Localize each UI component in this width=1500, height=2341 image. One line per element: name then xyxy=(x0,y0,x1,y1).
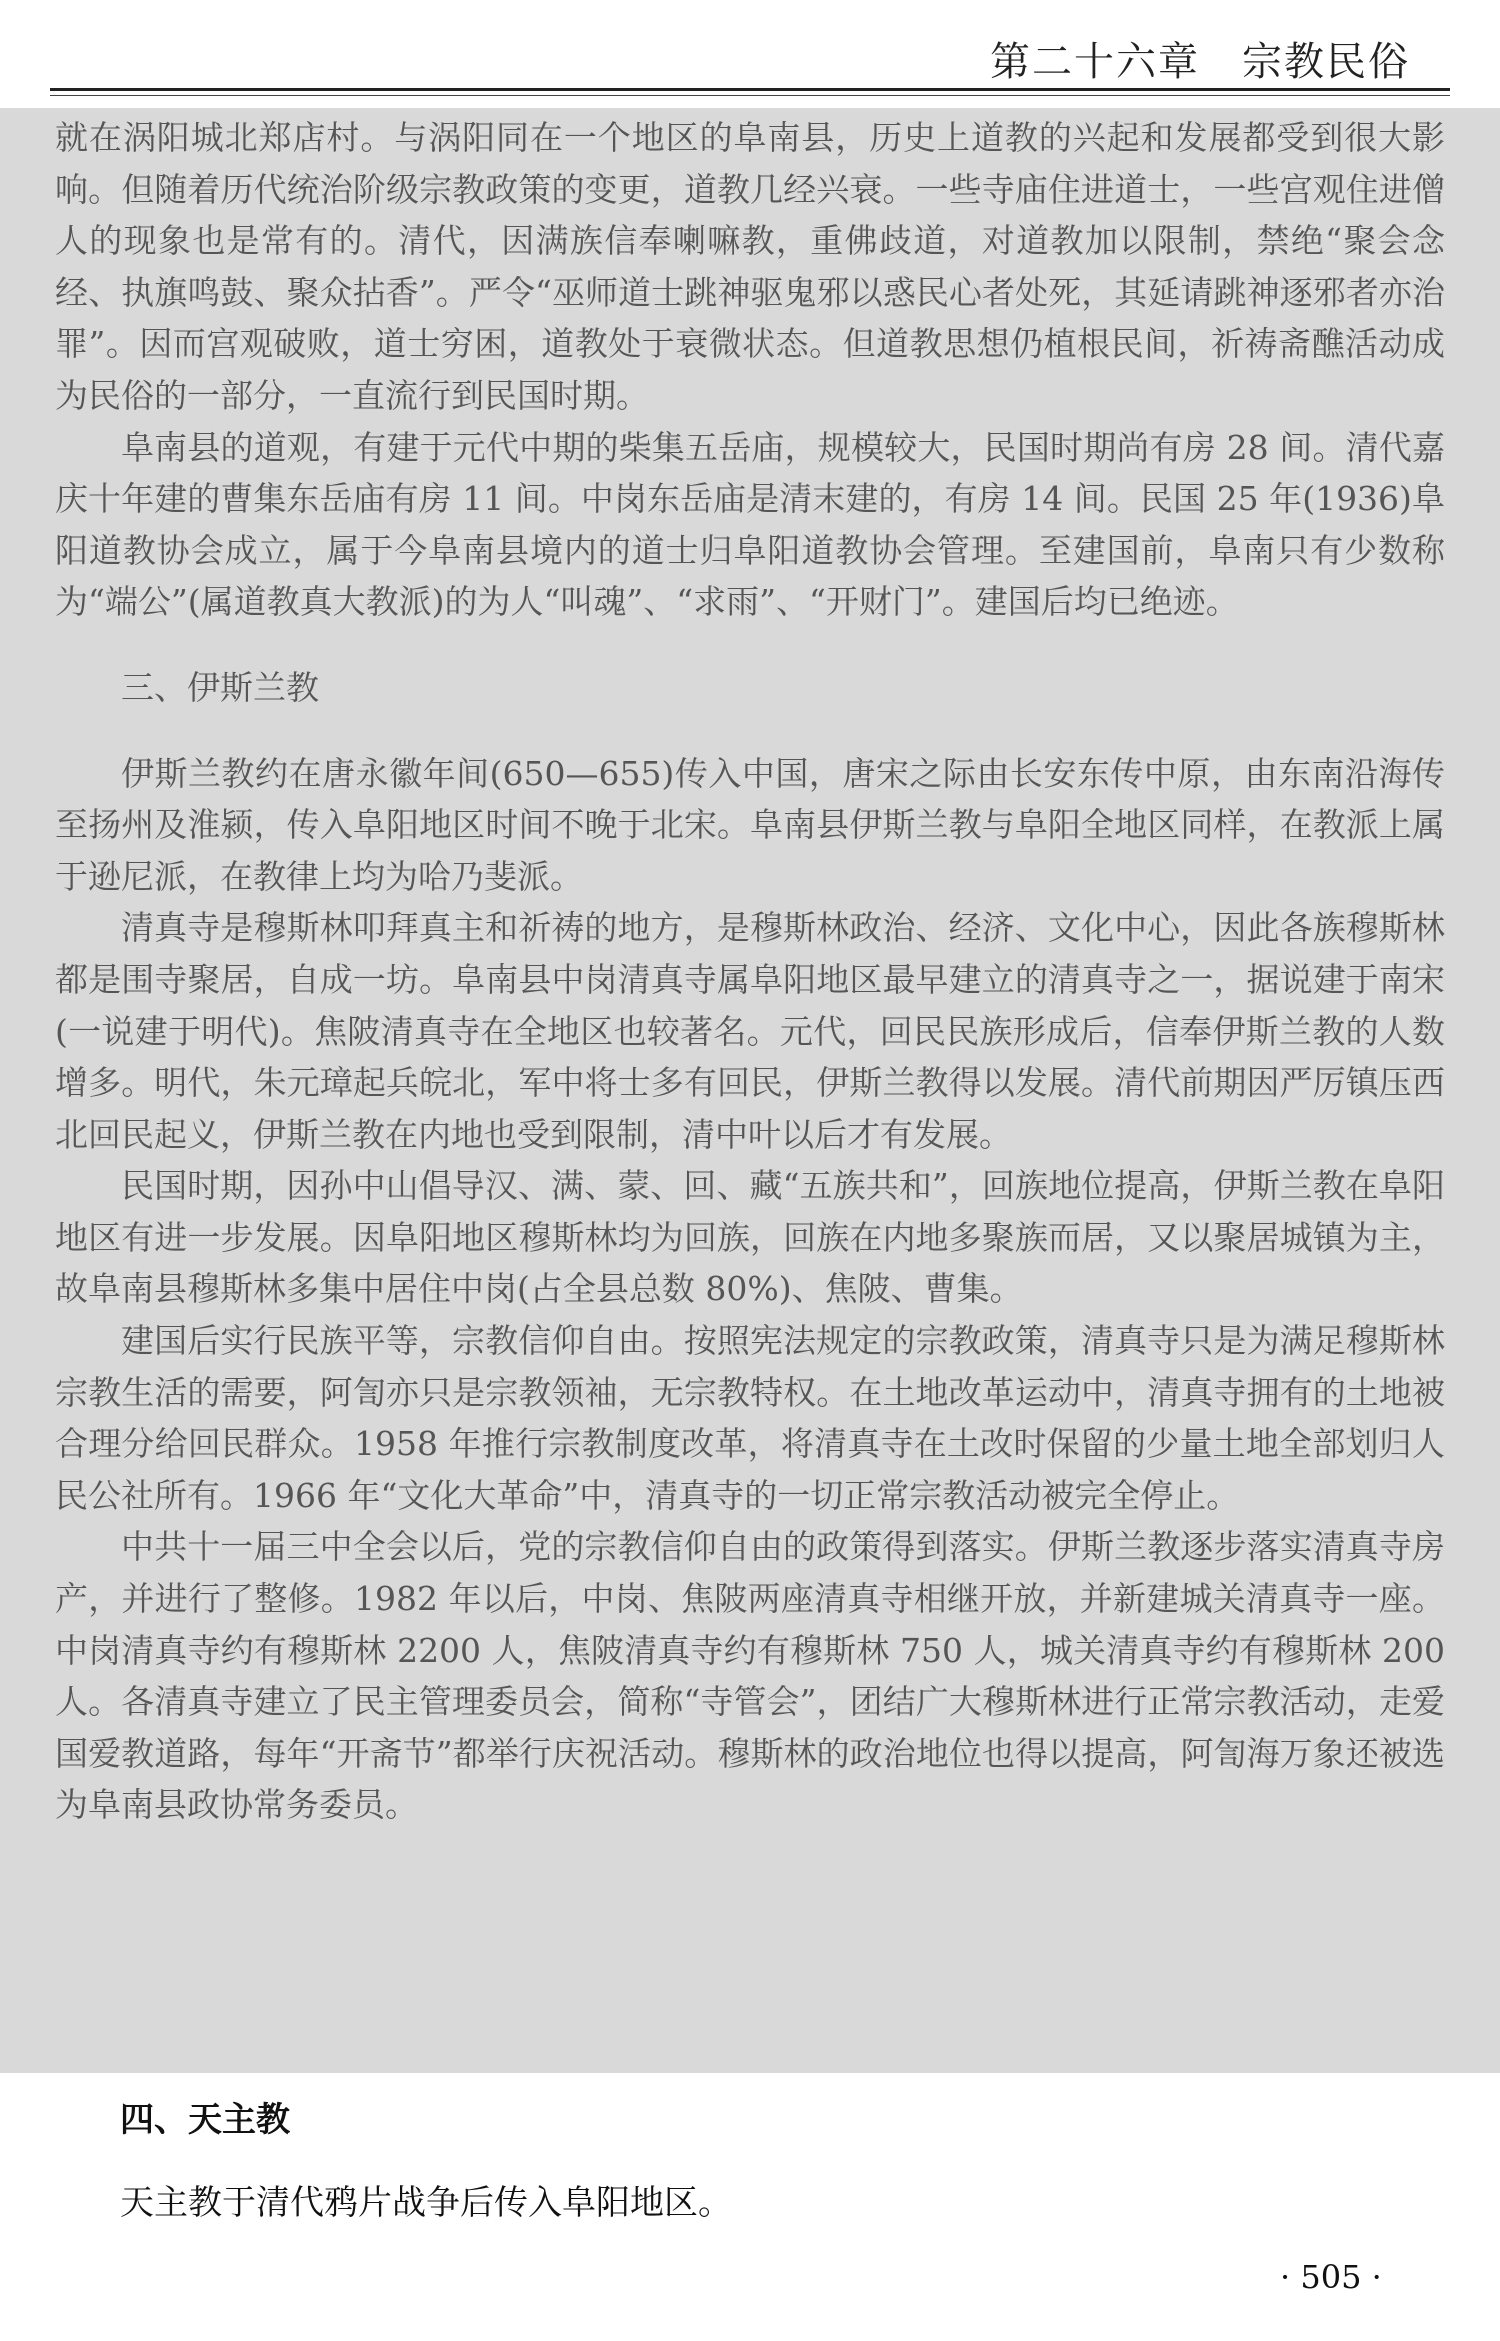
page-number: · 505 · xyxy=(1280,2258,1382,2296)
paragraph-taoism-1: 就在涡阳城北郑店村。与涡阳同在一个地区的阜南县，历史上道教的兴起和发展都受到很大影响。但随着历代统治阶级宗教政策的变更，道教几经兴衰。一些寺庙住进道士，一些宫观住进僧人的现象也是常有的。清代，因满族信奉喇嘛教，重佛歧道，对道教加以限制，禁绝“聚会念经、执旗鸣鼓、聚众拈香”。严令“巫师道士跳神驱鬼邪以惑民心者处死，其延请跳神逐邪者亦治罪”。因而宫观破败，道士穷困，道教处于衰微状态。但道教思想仍植根民间，祈祷斋醮活动成为民俗的一部分，一直流行到民国时期。 xyxy=(55,118,1445,415)
paragraph-islam-5: 中共十一届三中全会以后，党的宗教信仰自由的政策得到落实。伊斯兰教逐步落实清真寺房产，并进行了整修。1982 年以后，中岗、焦陂两座清真寺相继开放，并新建城关清真寺一座。中岗清真寺约有穆斯林 2200 人，焦陂清真寺约有穆斯林 750 人，城关清真寺约有穆斯林 200 人。各清真寺建立了民主管理委员会，简称“寺管会”，团结广大穆斯林进行正常宗教活动，走爱国爱教道路，每年“开斋节”都举行庆祝活动。穆斯林的政治地位也得以提高，阿訇海万象还被选为阜南县政协常务委员。 xyxy=(55,1527,1445,1825)
gray-text-block xyxy=(55,112,1445,1831)
paragraph-catholicism: 天主教于清代鸦片战争后传入阜阳地区。 xyxy=(120,2183,732,2223)
header-rule-thin xyxy=(50,95,1450,96)
paragraph-islam-4: 建国后实行民族平等，宗教信仰自由。按照宪法规定的宗教政策，清真寺只是为满足穆斯林宗教生活的需要，阿訇亦只是宗教领袖，无宗教特权。在土地改革运动中，清真寺拥有的土地被合理分给回民群众。1958 年推行宗教制度改革，将清真寺在土改时保留的少量土地全部划归人民公社所有。1966 年“文化大革命”中，清真寺的一切正常宗教活动被完全停止。 xyxy=(55,1321,1445,1515)
paragraph-islam-2: 清真寺是穆斯林叩拜真主和祈祷的地方，是穆斯林政治、经济、文化中心，因此各族穆斯林都是围寺聚居，自成一坊。阜南县中岗清真寺属阜阳地区最早建立的清真寺之一，据说建于南宋(一说建于明代)。焦陂清真寺在全地区也较著名。元代，回民民族形成后，信奉伊斯兰教的人数增多。明代，朱元璋起兵皖北，军中将士多有回民，伊斯兰教得以发展。清代前期因严厉镇压西北回民起义，伊斯兰教在内地也受到限制，清中叶以后才有发展。 xyxy=(55,908,1445,1154)
paragraph-islam-3: 民国时期，因孙中山倡导汉、满、蒙、回、藏“五族共和”，回族地位提高，伊斯兰教在阜阳地区有进一步发展。因阜阳地区穆斯林均为回族，回族在内地多聚族而居，又以聚居城镇为主，故阜南县穆斯林多集中居住中岗(占全县总数 80%)、焦陂、曹集。 xyxy=(55,1166,1445,1309)
chapter-title: 第二十六章 宗教民俗 xyxy=(990,39,1410,85)
page-header xyxy=(50,18,1450,98)
section-heading-islam: 三、伊斯兰教 xyxy=(121,667,319,707)
paragraph-taoism-2: 阜南县的道观，有建于元代中期的柴集五岳庙，规模较大，民国时期尚有房 28 间。清代嘉庆十年建的曹集东岳庙有房 11 间。中岗东岳庙是清末建的，有房 14 间。民国 25 年(1936)阜阳道教协会成立，属于今阜南县境内的道士归阜阳道教协会管理。至建国前，阜南只有少数称为“端公”(属道教真大教派)的为人“叫魂”、“求雨”、“开财门”。建国后均已绝迹。 xyxy=(55,427,1445,622)
paragraph-islam-1: 伊斯兰教约在唐永徽年间(650—655)传入中国，唐宋之际由长安东传中原，由东南沿海传至扬州及淮颍，传入阜阳地区时间不晚于北宋。阜南县伊斯兰教与阜阳全地区同样，在教派上属于逊尼派，在教律上均为哈乃斐派。 xyxy=(55,753,1445,896)
section-heading-catholicism: 四、天主教 xyxy=(120,2100,290,2140)
header-rule-thick xyxy=(50,88,1450,91)
